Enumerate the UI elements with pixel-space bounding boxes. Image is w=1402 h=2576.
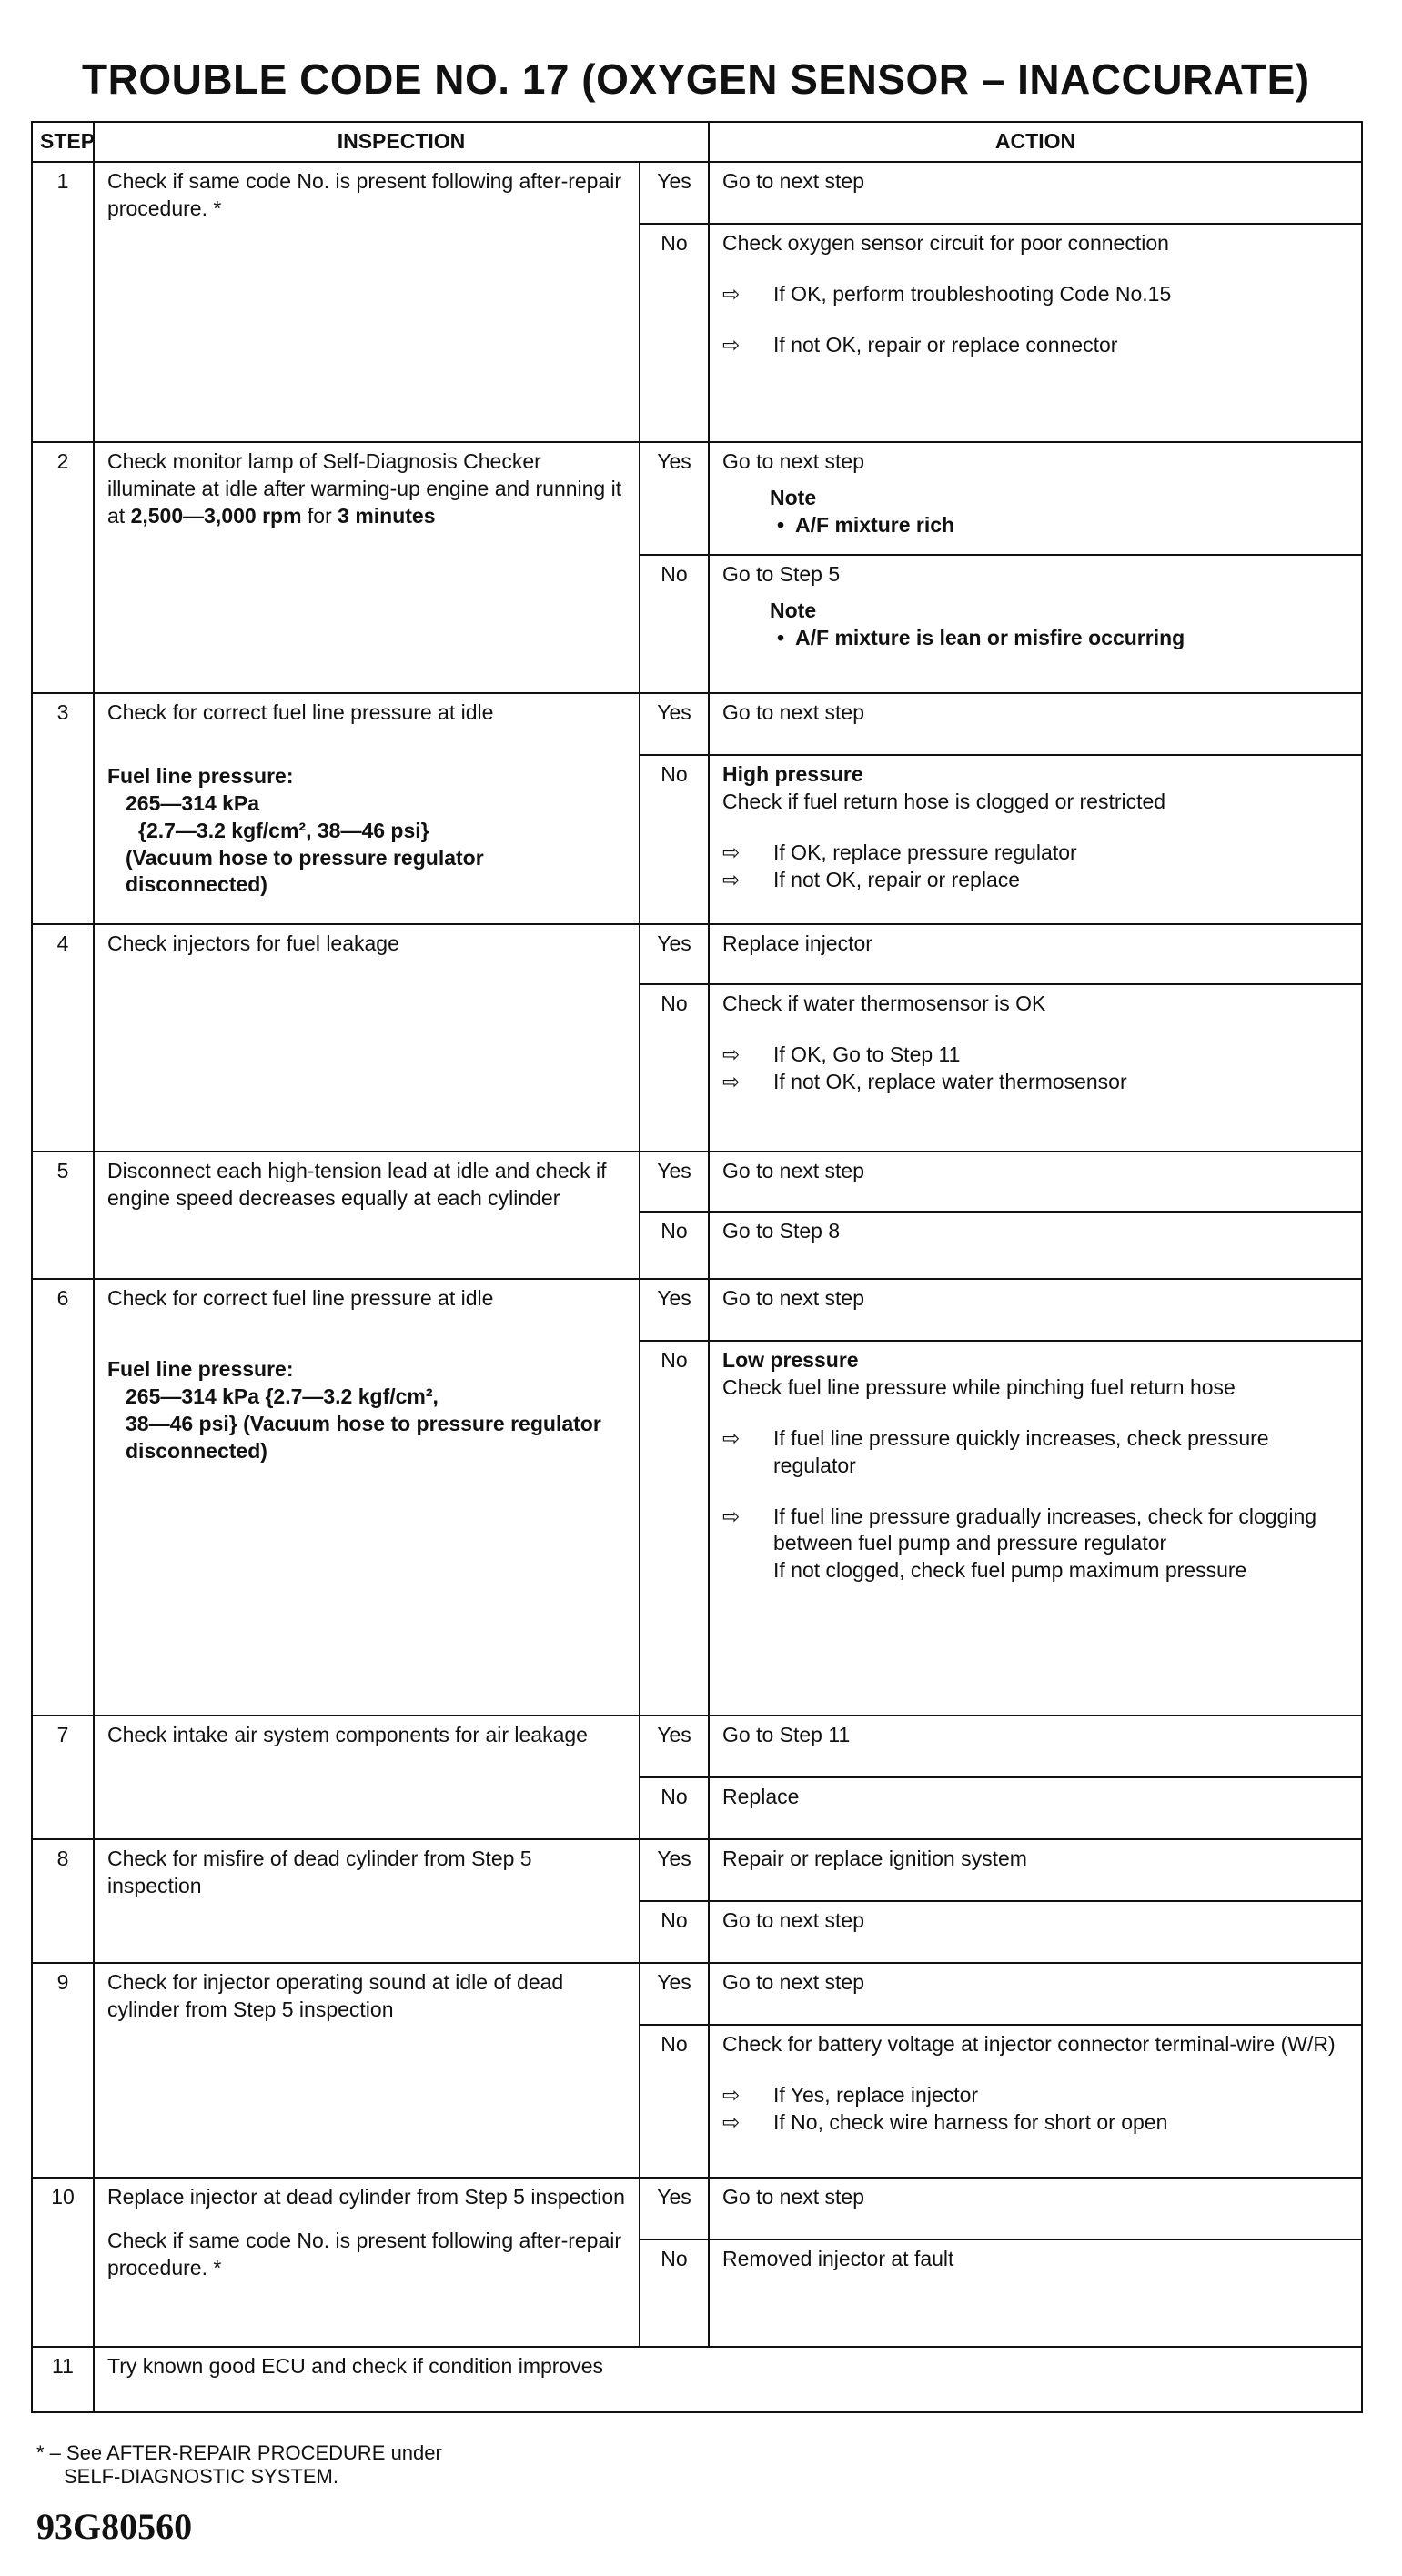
- inspection-text: Check monitor lamp of Self-Diagnosis Checker illuminate at idle after warming-up engine and running it at 2,500—3,000 rpm for 3 minutes: [107, 449, 622, 528]
- action-text: Go to next step: [722, 700, 864, 724]
- note-title: Note: [770, 485, 817, 509]
- step-number: 10: [32, 2178, 94, 2347]
- action-text: Check oxygen sensor circuit for poor connection: [722, 231, 1169, 255]
- yes-label: Yes: [640, 1839, 709, 1901]
- yes-label: Yes: [640, 2178, 709, 2239]
- note-title: Note: [770, 598, 817, 622]
- action-subitem-cont: If not clogged, check fuel pump maximum pressure: [773, 1558, 1247, 1583]
- step-number: 5: [32, 1152, 94, 1279]
- fuel-pressure-value: 265—314 kPa: [126, 790, 260, 815]
- action-text: Check if fuel return hose is clogged or restricted: [722, 789, 1166, 813]
- action-text: Go to Step 5: [722, 562, 841, 586]
- page-title: TROUBLE CODE NO. 17 (OXYGEN SENSOR – INACCURATE): [82, 55, 1310, 103]
- action-text: Check for battery voltage at injector connector terminal-wire (W/R): [722, 2032, 1336, 2056]
- inspection-cell: [94, 924, 640, 1152]
- inspection-cell: [94, 1279, 640, 1716]
- document-code: 93G80560: [36, 2506, 193, 2547]
- no-label: No: [640, 1341, 709, 1716]
- action-cell: [709, 1716, 1362, 1777]
- action-cell: [709, 1963, 1362, 2025]
- action-text: Go to next step: [722, 169, 864, 193]
- action-text: Go to next step: [722, 1908, 864, 1932]
- no-label: No: [640, 224, 709, 442]
- yes-label: Yes: [640, 1279, 709, 1341]
- table-row: [32, 1963, 1362, 2025]
- inspection-cell: [94, 693, 640, 924]
- inspection-text: Check if same code No. is present following after-repair procedure. *: [107, 2228, 622, 2279]
- arrow-right-icon: ⇨: [722, 867, 741, 891]
- action-subitem: ⇨ If not OK, replace water thermosensor: [722, 1069, 1348, 1096]
- header-action: ACTION: [709, 122, 1362, 162]
- yes-label: Yes: [640, 1152, 709, 1212]
- footnote-line: * – See AFTER-REPAIR PROCEDURE under: [36, 2441, 442, 2464]
- action-text: Repair or replace ignition system: [722, 1846, 1027, 1870]
- inspection-text: Check for correct fuel line pressure at idle: [107, 700, 494, 724]
- arrow-right-icon: ⇨: [722, 1041, 741, 1066]
- step-number: 8: [32, 1839, 94, 1963]
- action-subitem: ⇨ If OK, Go to Step 11: [722, 1041, 1348, 1069]
- action-subitem: ⇨ If not OK, repair or replace connector: [722, 332, 1348, 359]
- inspection-text: Check for misfire of dead cylinder from Step 5 inspection: [107, 1846, 532, 1897]
- action-text: Go to next step: [722, 2185, 864, 2209]
- step-number: 11: [32, 2347, 94, 2412]
- action-cell: [709, 1839, 1362, 1901]
- footnote: [36, 2441, 442, 2490]
- step-number: 4: [32, 924, 94, 1152]
- action-text: Go to next step: [722, 1970, 864, 1994]
- inspection-cell: [94, 2347, 1362, 2412]
- arrow-right-icon: ⇨: [722, 332, 741, 357]
- inspection-text: Check for injector operating sound at idle of dead cylinder from Step 5 inspection: [107, 1970, 564, 2021]
- action-cell: [709, 984, 1362, 1152]
- inspection-cell: [94, 1963, 640, 2178]
- action-cell: [709, 1152, 1362, 1212]
- action-cell: [709, 755, 1362, 924]
- yes-label: Yes: [640, 442, 709, 555]
- action-cell: [709, 224, 1362, 442]
- inspection-text: Disconnect each high-tension lead at idle and check if engine speed decreases equally at each cylinder: [107, 1159, 607, 1210]
- note-item: • A/F mixture rich: [777, 512, 1348, 539]
- action-cell: [709, 1212, 1362, 1279]
- action-text: Go to next step: [722, 1159, 864, 1182]
- arrow-right-icon: ⇨: [722, 840, 741, 864]
- no-label: No: [640, 2239, 709, 2347]
- action-text: Go to next step: [722, 449, 864, 473]
- action-subitem: ⇨ If OK, replace pressure regulator: [722, 840, 1348, 867]
- no-label: No: [640, 2025, 709, 2178]
- fuel-pressure-condition: (Vacuum hose to pressure regulator disconnected): [126, 845, 484, 897]
- step-number: 6: [32, 1279, 94, 1716]
- step-number: 1: [32, 162, 94, 442]
- no-label: No: [640, 1777, 709, 1839]
- table-row: [32, 162, 1362, 224]
- trouble-code-table: [31, 121, 1363, 2413]
- action-text: Replace: [722, 1785, 800, 1808]
- action-subitem: ⇨ If OK, perform troubleshooting Code No.15: [722, 281, 1348, 308]
- action-cell: [709, 2239, 1362, 2347]
- pressure-heading: High pressure: [722, 762, 863, 786]
- action-subitem: ⇨ If Yes, replace injector: [722, 2082, 1348, 2109]
- table-row: [32, 1152, 1362, 1212]
- arrow-right-icon: ⇨: [722, 2082, 741, 2107]
- table-row: [32, 1279, 1362, 1341]
- no-label: No: [640, 755, 709, 924]
- yes-label: Yes: [640, 162, 709, 224]
- action-subitem: ⇨ If fuel line pressure quickly increases, check pressure regulator: [722, 1425, 1269, 1477]
- action-cell: [709, 1341, 1362, 1716]
- action-cell: [709, 2178, 1362, 2239]
- step-number: 7: [32, 1716, 94, 1839]
- yes-label: Yes: [640, 693, 709, 755]
- inspection-text: Check intake air system components for air leakage: [107, 1723, 588, 1746]
- action-subitem: ⇨ If fuel line pressure gradually increases, check for clogging between fuel pump and pressure regulator: [722, 1504, 1317, 1555]
- action-cell: [709, 1279, 1362, 1341]
- yes-label: Yes: [640, 924, 709, 984]
- table-row: [32, 2347, 1362, 2412]
- fuel-pressure-value: {2.7—3.2 kgf/cm², 38—46 psi}: [138, 818, 429, 842]
- action-subitem: ⇨ If No, check wire harness for short or open: [722, 2109, 1348, 2137]
- inspection-text: Replace injector at dead cylinder from Step 5 inspection: [107, 2185, 625, 2209]
- yes-label: Yes: [640, 1963, 709, 2025]
- inspection-text: Check if same code No. is present following after-repair procedure. *: [107, 169, 622, 220]
- action-cell: [709, 1777, 1362, 1839]
- table-row: [32, 1839, 1362, 1901]
- table-row: [32, 442, 1362, 555]
- no-label: No: [640, 984, 709, 1152]
- inspection-cell: [94, 1839, 640, 1963]
- arrow-right-icon: ⇨: [722, 2109, 741, 2134]
- header-inspection: INSPECTION: [94, 122, 709, 162]
- inspection-text: Check injectors for fuel leakage: [107, 931, 399, 955]
- action-cell: [709, 162, 1362, 224]
- arrow-right-icon: ⇨: [722, 281, 741, 306]
- note-item: • A/F mixture is lean or misfire occurring: [777, 625, 1348, 652]
- action-text: Go to Step 11: [722, 1723, 851, 1746]
- action-cell: [709, 924, 1362, 984]
- action-text: Go to Step 8: [722, 1219, 841, 1243]
- action-text: Check fuel line pressure while pinching fuel return hose: [722, 1374, 1236, 1399]
- fuel-pressure-value: 265—314 kPa {2.7—3.2 kgf/cm²,: [126, 1384, 439, 1408]
- arrow-right-icon: ⇨: [722, 1069, 741, 1093]
- fuel-pressure-label: Fuel line pressure:: [107, 763, 294, 788]
- inspection-cell: [94, 1152, 640, 1279]
- pressure-heading: Low pressure: [722, 1348, 859, 1372]
- action-text: Removed injector at fault: [722, 2247, 954, 2270]
- no-label: No: [640, 555, 709, 693]
- step-number: 9: [32, 1963, 94, 2178]
- fuel-pressure-label: Fuel line pressure:: [107, 1356, 294, 1381]
- no-label: No: [640, 1212, 709, 1279]
- inspection-text: Try known good ECU and check if condition improves: [107, 2354, 604, 2378]
- no-label: No: [640, 1901, 709, 1963]
- inspection-cell: [94, 2178, 640, 2347]
- yes-label: Yes: [640, 1716, 709, 1777]
- inspection-cell: [94, 442, 640, 693]
- action-text: Go to next step: [722, 1286, 864, 1310]
- action-cell: [709, 693, 1362, 755]
- footnote-line: SELF-DIAGNOSTIC SYSTEM.: [64, 2465, 338, 2489]
- header-step: STEP: [32, 122, 94, 162]
- table-row: [32, 693, 1362, 755]
- table-header-row: [32, 122, 1362, 162]
- step-number: 3: [32, 693, 94, 924]
- arrow-right-icon: ⇨: [722, 1504, 741, 1528]
- inspection-cell: [94, 162, 640, 442]
- table-row: [32, 924, 1362, 984]
- action-text: Check if water thermosensor is OK: [722, 991, 1046, 1015]
- bullet-icon: •: [777, 512, 785, 537]
- action-cell: [709, 555, 1362, 693]
- fuel-pressure-value: 38—46 psi} (Vacuum hose to pressure regulator disconnected): [126, 1411, 601, 1463]
- arrow-right-icon: ⇨: [722, 1425, 741, 1450]
- inspection-cell: [94, 1716, 640, 1839]
- bullet-icon: •: [777, 625, 785, 649]
- inspection-text: Check for correct fuel line pressure at idle: [107, 1286, 494, 1310]
- action-cell: [709, 442, 1362, 555]
- action-text: Replace injector: [722, 931, 872, 955]
- table-row: [32, 1716, 1362, 1777]
- step-number: 2: [32, 442, 94, 693]
- action-cell: [709, 1901, 1362, 1963]
- action-cell: [709, 2025, 1362, 2178]
- action-subitem: ⇨ If not OK, repair or replace: [722, 867, 1348, 894]
- table-row: [32, 2178, 1362, 2239]
